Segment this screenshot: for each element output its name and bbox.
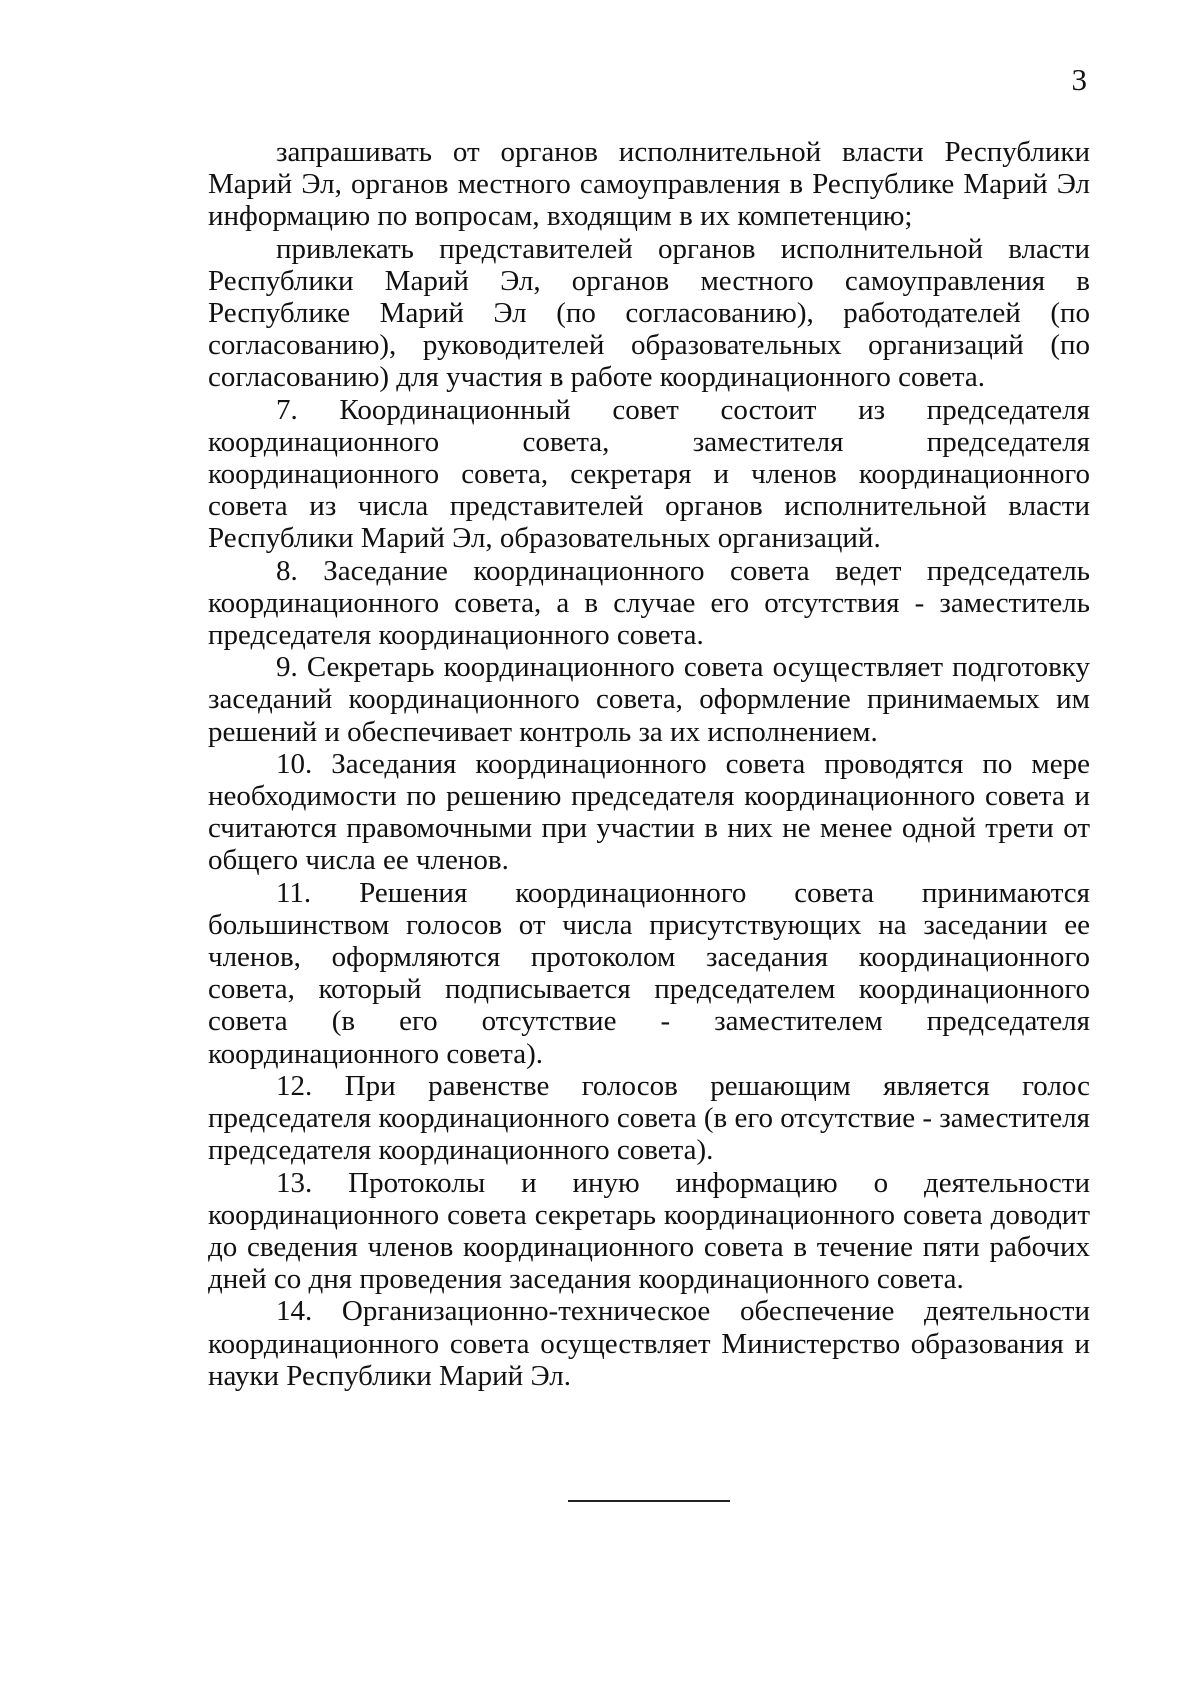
- paragraph-9-secretary: 9. Секретарь координационного совета осуществляет подготовку заседаний координационного совета, оформление принимаемых им решений и обеспечивает контроль за их исполнением.: [208, 651, 1090, 748]
- paragraph-involve-representatives: привлекать представителей органов исполнительной власти Республики Марий Эл, органов местного самоуправления в Республике Марий Эл (по согласованию), работодателей (по согласованию), руководителей образовательных организаций (по согласованию) для участия в работе координационного совета.: [208, 232, 1090, 394]
- closing-divider-line: [568, 1500, 730, 1502]
- paragraph-11-decisions: 11. Решения координационного совета принимаются большинством голосов от числа присутствующих на заседании ее членов, оформляются протоколом заседания координационного совета, который подписывается председателем координационного совета (в его отсутствие - заместителем председателя координационного совета).: [208, 876, 1090, 1070]
- paragraph-8-chairing: 8. Заседание координационного совета ведет председатель координационного совета, а в случае его отсутствия - заместитель председателя координационного совета.: [208, 554, 1090, 652]
- paragraph-14-support: 14. Организационно-техническое обеспечение деятельности координационного совета осуществляет Министерство образования и науки Республики Марий Эл.: [208, 1295, 1090, 1392]
- paragraph-12-tie-vote: 12. При равенстве голосов решающим является голос председателя координационного совета (в его отсутствие - заместителя председателя координационного совета).: [208, 1069, 1090, 1167]
- paragraph-request-information: запрашивать от органов исполнительной власти Республики Марий Эл, органов местного самоуправления в Республике Марий Эл информацию по вопросам, входящим в их компетенцию;: [208, 136, 1090, 233]
- document-body: [208, 136, 1090, 1392]
- paragraph-10-meetings: 10. Заседания координационного совета проводятся по мере необходимости по решению председателя координационного совета и считаются правомочными при участии в них не менее одной трети от общего числа ее членов.: [208, 747, 1090, 877]
- paragraph-13-protocols: 13. Протоколы и иную информацию о деятельности координационного совета секретарь координационного совета доводит до сведения членов координационного совета в течение пяти рабочих дней со дня проведения заседания координационного совета.: [208, 1166, 1090, 1296]
- page-number: 3: [1071, 62, 1087, 97]
- paragraph-7-composition: 7. Координационный совет состоит из председателя координационного совета, заместителя председателя координационного совета, секретаря и членов координационного совета из числа представителей органов исполнительной власти Республики Марий Эл, образовательных организаций.: [208, 393, 1090, 555]
